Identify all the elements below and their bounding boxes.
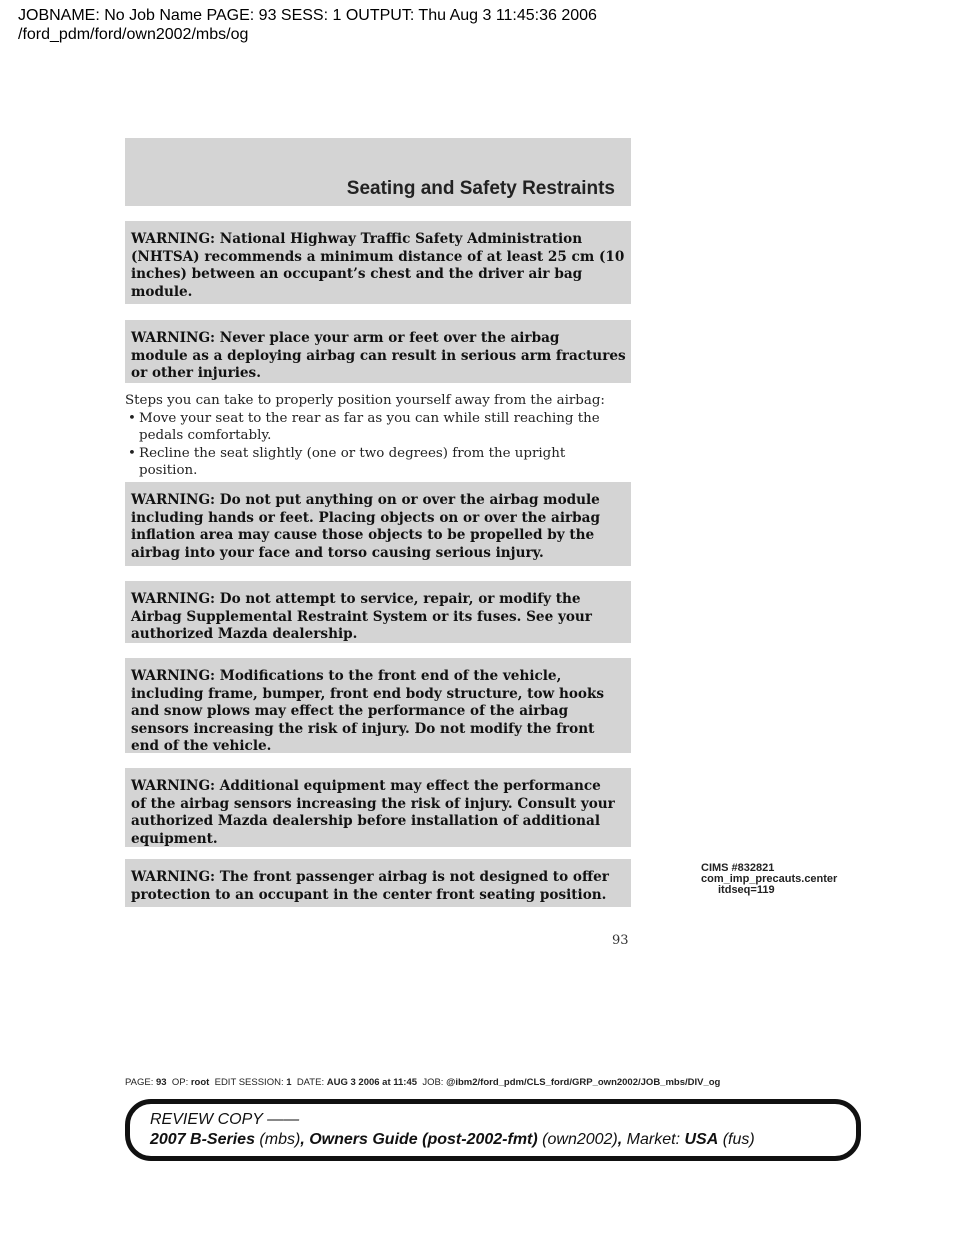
section-header [125,138,631,206]
warning-box [125,581,631,643]
warning-line: protection to an occupant in the center front seating position. [131,886,607,903]
warning-line: module. [131,283,193,300]
bullet-line: pedals comfortably. [139,428,272,443]
job-value: @ibm2/ford_pdm/CLS_ford/GRP_own2002/JOB_mbs/DIV_og [446,1077,721,1088]
separator: , [617,1131,623,1148]
bullet-item [125,410,631,445]
warning-line: of the airbag sensors increasing the risk of injury. Consult your [131,795,615,812]
edit-session-value: 1 [286,1077,292,1088]
warning-line: and snow plows may effect the performance of the airbag [131,703,569,719]
warning-line: (NHTSA) recommends a minimum distance of at least 25 cm (10 [131,248,625,265]
op-label: OP: [171,1077,189,1088]
warning-line: WARNING: Do not attempt to service, repair, or modify the [131,591,581,607]
warning-line: WARNING: Modifications to the front end of the vehicle, [131,668,562,684]
bullet-item [125,445,631,480]
warning-line: WARNING: The front passenger airbag is not designed to offer [131,869,609,885]
date-label: DATE: [296,1077,325,1088]
review-copy-box [125,1099,861,1161]
cims-line: com_imp_precauts.center [701,873,838,885]
warning-box [125,768,631,847]
warning-line: airbag into your face and torso causing serious injury. [131,544,544,561]
page-value: 93 [155,1077,167,1088]
bullet-dot: • [128,445,136,461]
warning-line: or other injuries. [131,365,261,381]
separator: , [300,1131,305,1148]
steps-section [125,392,631,480]
section-title: Seating and Safety Restraints [346,178,615,199]
cims-line: CIMS #832821 [701,862,775,874]
bullet-line: Recline the seat slightly (one or two degrees) from the upright [139,445,566,461]
review-copy-details [150,1130,755,1150]
job-label: JOB: [422,1077,444,1088]
market-label: Market: [626,1131,681,1148]
guide-name: Owners Guide (post-2002-fmt) [309,1131,538,1148]
warning-line: module as a deploying airbag can result in serious arm fractures [131,347,626,364]
job-header-line1: JOBNAME: No Job Name PAGE: 93 SESS: 1 OUTPUT: Thu Aug 3 11:45:36 2006 [18,7,597,24]
job-header-line2: /ford_pdm/ford/own2002/mbs/og [18,26,249,43]
steps-intro: Steps you can take to properly position yourself away from the airbag: [125,393,605,408]
warning-line: WARNING: Do not put anything on or over the airbag module [131,492,600,508]
warning-line: WARNING: Never place your arm or feet over the airbag [131,330,560,346]
warning-line: including frame, bumper, front end body structure, tow hooks [131,685,605,702]
model-code: (mbs) [259,1131,301,1148]
warning-line: Airbag Supplemental Restraint System or its fuses. See your [131,608,592,625]
warning-box [125,658,631,753]
edit-session-label: EDIT SESSION: [214,1077,284,1088]
page-number: 93 [612,933,629,948]
warning-line: WARNING: National Highway Traffic Safety Administration [131,231,583,247]
warning-line: authorized Mazda dealership. [131,626,358,642]
date-value: AUG 3 2006 at 11:45 [326,1077,418,1088]
warning-box [125,221,631,304]
bullet-line: position. [139,463,198,478]
warning-line: inflation area may cause those objects to be propelled by the [131,527,595,543]
bullet-dot: • [128,410,136,426]
warning-line: inches) between an occupant’s chest and the driver air bag [131,266,583,282]
cims-reference [701,863,837,896]
warning-box [125,859,631,907]
job-header [18,6,597,44]
warning-line: WARNING: Additional equipment may effect the performance [131,778,601,794]
cims-line: itdseq=119 [718,884,775,896]
market-code: (fus) [722,1131,755,1148]
warning-line: sensors increasing the risk of injury. Do not modify the front [131,720,595,737]
page-info [125,1077,720,1088]
warning-line: equipment. [131,830,218,847]
model-name: 2007 B-Series [150,1131,255,1148]
warning-box [125,482,631,566]
review-copy-title: REVIEW COPY —— [150,1111,300,1128]
page-label: PAGE: [125,1077,154,1088]
warning-line: end of the vehicle. [131,738,272,754]
guide-code: (own2002) [542,1131,618,1148]
market-value: USA [684,1131,719,1148]
op-value: root [190,1077,210,1088]
warning-line: authorized Mazda dealership before installation of additional [131,813,601,829]
review-copy-text [150,1110,755,1150]
warning-box [125,320,631,383]
warning-line: including hands or feet. Placing objects on or over the airbag [131,509,600,526]
bullet-line: Move your seat to the rear as far as you can while still reaching the [139,410,600,426]
